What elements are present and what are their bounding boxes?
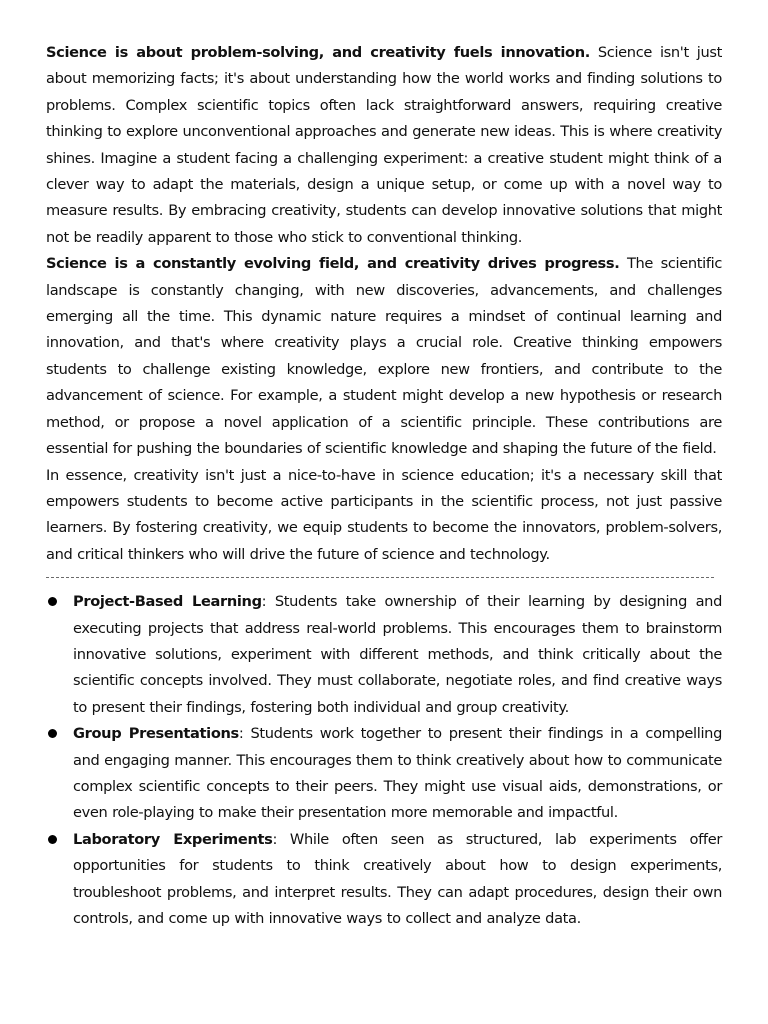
paragraph-body: The scientific landscape is constantly changing, with new discoveries, advancements, and challenges emerging all the time. This dynamic nature requires a mindset of continual learning and innovation, and that's where creativity plays a crucial role. Creative thinking empowers students to challenge existing knowledge, explore new frontiers, and contribute to the advancement of science. For example, a student might develop a new hypothesis or research method, or propose a novel application of a scientific principle. These contributions are essential for pushing the boundaries of scientific knowledge and shaping the future of the field. — [46, 255, 723, 458]
paragraph-lead: Science is a constantly evolving field, and creativity drives progress. — [46, 255, 620, 273]
document-page — [46, 40, 722, 932]
paragraph-evolving-field — [46, 251, 722, 462]
paragraph-problem-solving — [46, 40, 722, 251]
list-item — [46, 589, 722, 721]
bullet-dot-icon — [48, 835, 57, 844]
bullet-dot-icon — [48, 597, 57, 606]
bullet-text: : Students work together to present their findings in a compelling and engaging manner. This encourages them to think creatively about how to communicate complex scientific concepts to their peers. They might use visual aids, demonstrations, or even role-playing to make their presentation more memorable and impactful. — [73, 725, 722, 822]
list-item — [46, 827, 722, 933]
bullet-title: Laboratory Experiments — [73, 830, 273, 848]
bullet-title: Project-Based Learning — [73, 593, 262, 611]
bullet-list — [46, 589, 722, 932]
paragraph-body: Science isn't just about memorizing facts; it's about understanding how the world works and finding solutions to problems. Complex scientific topics often lack straightforward answers, requiring creative thinking to explore unconventional approaches and generate new ideas. This is where creativity shines. Imagine a student facing a challenging experiment: a creative student might think of a clever way to adapt the materials, design a unique setup, or come up with a novel way to measure results. By embracing creativity, students can develop innovative solutions that might not be readily apparent to those who stick to conventional thinking. — [46, 44, 722, 246]
bullet-dot-icon — [48, 729, 57, 738]
bullet-text: : While often seen as structured, lab experiments offer opportunities for students to think creatively about how to design experiments, troubleshoot problems, and interpret results. They can adapt procedures, design their own controls, and come up with innovative ways to collect and analyze data. — [73, 830, 722, 927]
bullet-title: Group Presentations — [73, 725, 239, 743]
list-item — [46, 721, 722, 827]
paragraph-lead: Science is about problem-solving, and creativity fuels innovation. — [46, 44, 590, 61]
paragraph-conclusion: In essence, creativity isn't just a nice-to-have in science education; it's a necessary skill that empowers students to become active participants in the scientific process, not just passive learners. By fostering creativity, we equip students to become the innovators, problem-solvers, and critical thinkers who will drive the future of science and technology. — [46, 466, 722, 563]
dashed-divider — [46, 577, 714, 578]
bullet-text: : Students take ownership of their learning by designing and executing projects that address real-world problems. This encourages them to brainstorm innovative solutions, experiment with different methods, and think critically about the scientific concepts involved. They must collaborate, negotiate roles, and find creative ways to present their findings, fostering both individual and group creativity. — [73, 593, 722, 716]
